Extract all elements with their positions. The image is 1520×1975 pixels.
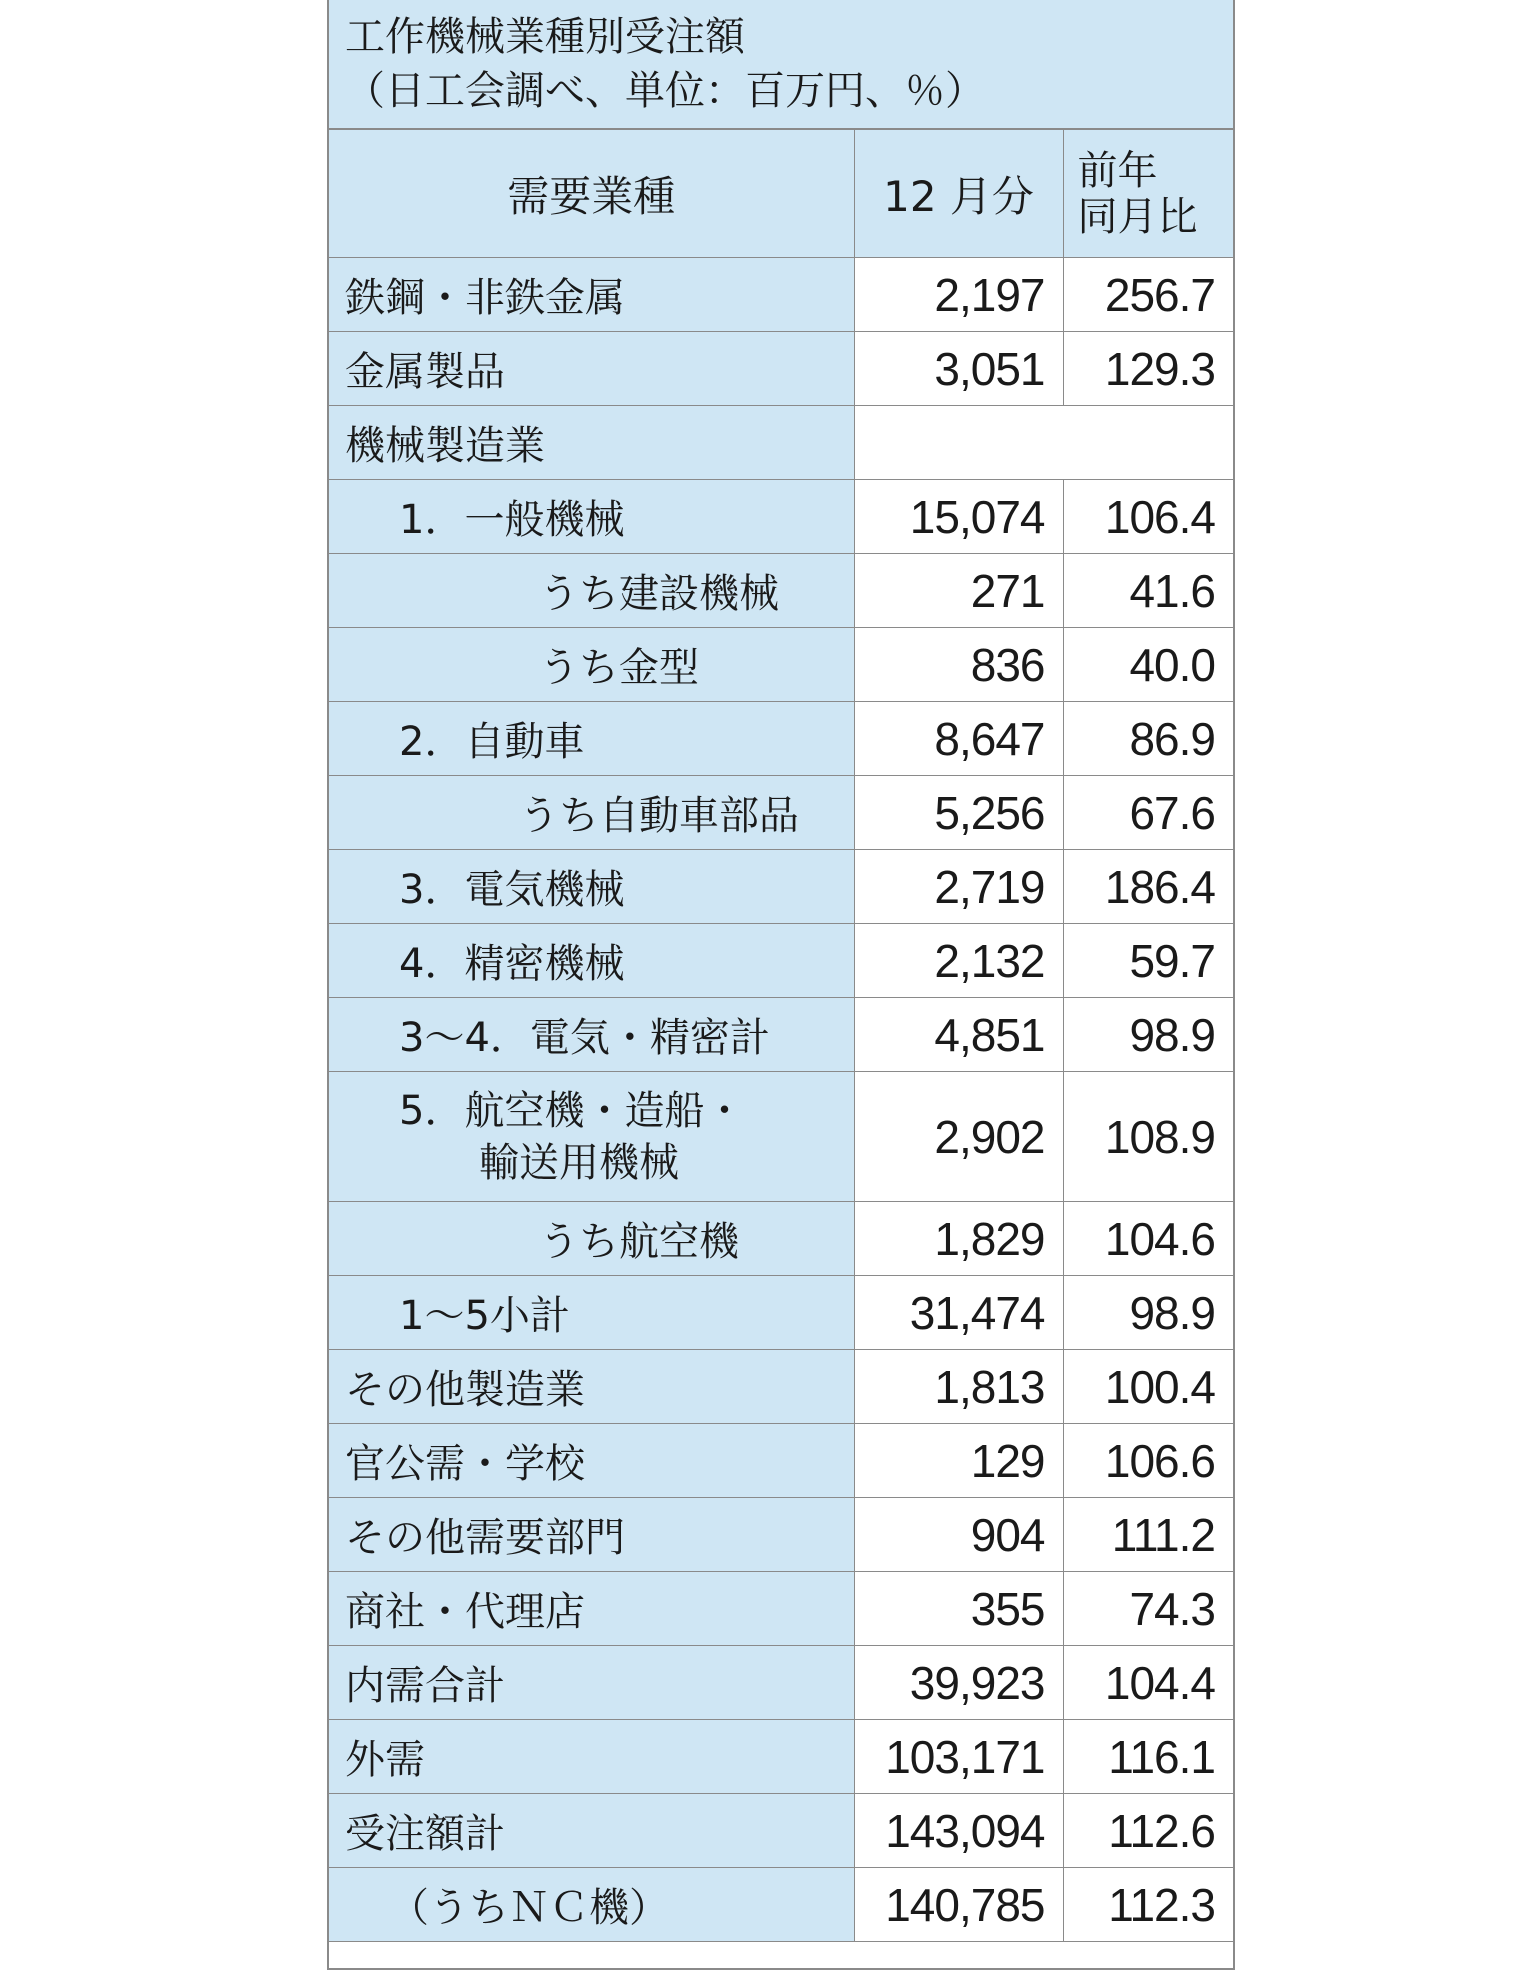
row-ratio: 112.3: [1063, 1868, 1233, 1942]
table-row: [329, 1424, 1233, 1498]
row-value: 103,171: [854, 1720, 1063, 1794]
table-title: [329, 0, 1233, 130]
row-ratio: 86.9: [1063, 702, 1233, 776]
table-row: [329, 1868, 1233, 1942]
row-value: 4,851: [854, 998, 1063, 1072]
header-row: [329, 130, 1233, 258]
row-label: うち金型: [329, 628, 854, 702]
row-label: [329, 1072, 854, 1202]
row-ratio: 59.7: [1063, 924, 1233, 998]
row-value: 31,474: [854, 1276, 1063, 1350]
row-value: 904: [854, 1498, 1063, 1572]
row-value: 8,647: [854, 702, 1063, 776]
table-row: [329, 850, 1233, 924]
table-row: [329, 628, 1233, 702]
row-ratio: 108.9: [1063, 1072, 1233, 1202]
row-label: 4．精密機械: [329, 924, 854, 998]
row-ratio: 186.4: [1063, 850, 1233, 924]
row-ratio: 129.3: [1063, 332, 1233, 406]
table-row: [329, 1794, 1233, 1868]
row-ratio: 112.6: [1063, 1794, 1233, 1868]
row-label: 外需: [329, 1720, 854, 1794]
row-label: 鉄鋼・非鉄金属: [329, 258, 854, 332]
table-row: [329, 1202, 1233, 1276]
row-label: 機械製造業: [329, 406, 854, 480]
row-value: 2,902: [854, 1072, 1063, 1202]
header-yoy-line1: 前年: [1077, 147, 1158, 194]
table-row: [329, 702, 1233, 776]
row-label: 3～4．電気・精密計: [329, 998, 854, 1072]
row-ratio: 41.6: [1063, 554, 1233, 628]
row-value: 140,785: [854, 1868, 1063, 1942]
row-label: その他製造業: [329, 1350, 854, 1424]
row-label: 1～5小計: [329, 1276, 854, 1350]
row-value: 2,197: [854, 258, 1063, 332]
table-row: [329, 1498, 1233, 1572]
row-value: 271: [854, 554, 1063, 628]
row-label: 受注額計: [329, 1794, 854, 1868]
row-value: 129: [854, 1424, 1063, 1498]
header-december: 12 月分: [854, 130, 1063, 258]
row-value: 1,813: [854, 1350, 1063, 1424]
table-row: [329, 1072, 1233, 1202]
table-row: [329, 332, 1233, 406]
row-ratio: 106.6: [1063, 1424, 1233, 1498]
row-value: 143,094: [854, 1794, 1063, 1868]
table-title-line1: 工作機械業種別受注額: [345, 14, 745, 60]
row-label: 金属製品: [329, 332, 854, 406]
row-ratio: 106.4: [1063, 480, 1233, 554]
row-value: 39,923: [854, 1646, 1063, 1720]
row-value: 355: [854, 1572, 1063, 1646]
table-row: [329, 1276, 1233, 1350]
row-label: 1．一般機械: [329, 480, 854, 554]
table-row: [329, 1646, 1233, 1720]
row-label: うち航空機: [329, 1202, 854, 1276]
row-ratio: 256.7: [1063, 258, 1233, 332]
row-ratio: 104.4: [1063, 1646, 1233, 1720]
row-ratio: 104.6: [1063, 1202, 1233, 1276]
table-row: [329, 1720, 1233, 1794]
row-ratio: 98.9: [1063, 998, 1233, 1072]
row-label-line1: 5．航空機・造船・: [399, 1087, 745, 1134]
row-value: 5,256: [854, 776, 1063, 850]
row-ratio: 98.9: [1063, 1276, 1233, 1350]
table-row: [329, 1572, 1233, 1646]
header-yoy: [1063, 130, 1233, 258]
row-label: 商社・代理店: [329, 1572, 854, 1646]
table-row: [329, 258, 1233, 332]
row-ratio: 67.6: [1063, 776, 1233, 850]
table-row: [329, 998, 1233, 1072]
orders-by-industry-table: [329, 130, 1233, 1942]
row-label: （うちＮＣ機）: [329, 1868, 854, 1942]
row-ratio: [1063, 406, 1233, 480]
table-row: [329, 480, 1233, 554]
row-label: うち自動車部品: [329, 776, 854, 850]
row-value: 1,829: [854, 1202, 1063, 1276]
row-label: 3．電気機械: [329, 850, 854, 924]
row-label: 2．自動車: [329, 702, 854, 776]
row-label: 内需合計: [329, 1646, 854, 1720]
row-ratio: 111.2: [1063, 1498, 1233, 1572]
row-value: 836: [854, 628, 1063, 702]
table-row: [329, 924, 1233, 998]
row-value: [854, 406, 1063, 480]
row-value: 15,074: [854, 480, 1063, 554]
row-value: 3,051: [854, 332, 1063, 406]
header-yoy-line2: 同月比: [1077, 193, 1198, 240]
table-title-line2: （日工会調べ、単位：百万円、％）: [345, 68, 985, 114]
order-table-document: [327, 0, 1235, 1970]
row-label: その他需要部門: [329, 1498, 854, 1572]
row-label: うち建設機械: [329, 554, 854, 628]
row-value: 2,132: [854, 924, 1063, 998]
table-row: [329, 406, 1233, 480]
row-ratio: 100.4: [1063, 1350, 1233, 1424]
table-row: [329, 554, 1233, 628]
row-ratio: 74.3: [1063, 1572, 1233, 1646]
table-row: [329, 1350, 1233, 1424]
row-label: 官公需・学校: [329, 1424, 854, 1498]
table-row: [329, 776, 1233, 850]
header-industry: 需要業種: [329, 130, 854, 258]
row-ratio: 116.1: [1063, 1720, 1233, 1794]
row-value: 2,719: [854, 850, 1063, 924]
row-ratio: 40.0: [1063, 628, 1233, 702]
row-label-line2: 輸送用機械: [479, 1139, 679, 1186]
